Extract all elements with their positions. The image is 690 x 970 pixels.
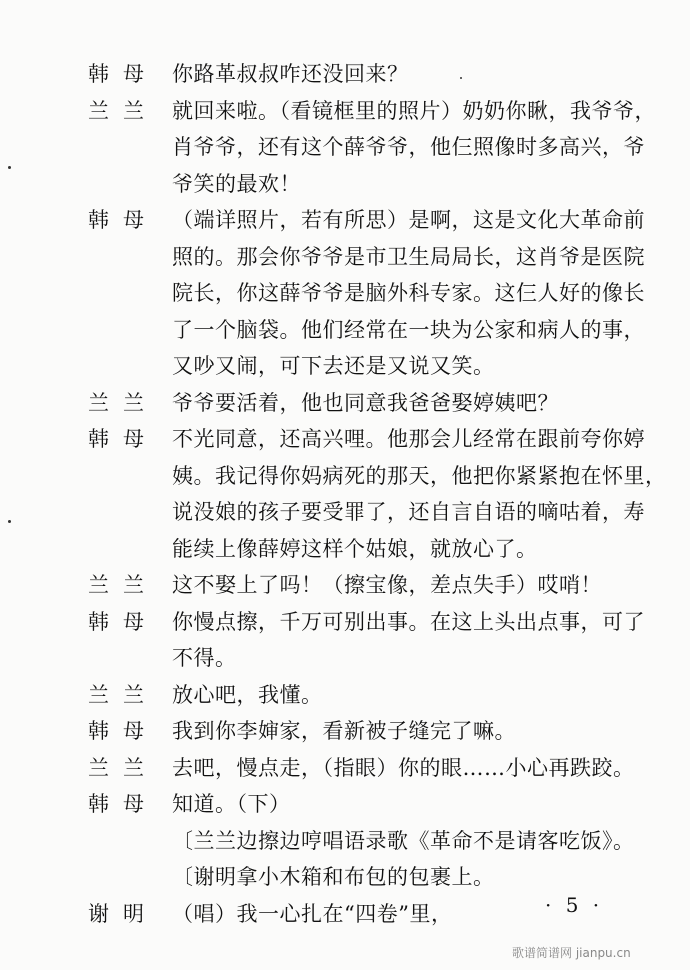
dialogue-text: 了一个脑袋。他们经常在一块为公家和病人的事， xyxy=(172,317,645,342)
dialogue-line xyxy=(0,458,690,495)
speaker-name: 兰兰 xyxy=(88,755,158,780)
dialogue-text: 知道。（下） xyxy=(172,792,291,816)
speaker-name: 韩母 xyxy=(88,719,158,743)
page-number: · 5 · xyxy=(545,893,604,917)
dialogue-line xyxy=(0,567,690,604)
dialogue-line xyxy=(0,93,690,130)
dialogue-text: 不光同意，还高兴哩。他那会儿经常在跟前夸你婷 xyxy=(172,427,645,451)
stage-direction-line xyxy=(0,859,690,896)
dialogue-line xyxy=(0,166,690,203)
dialogue-line xyxy=(0,275,690,312)
dialogue-text: 不得。 xyxy=(172,646,237,670)
speaker-name: 韩母 xyxy=(88,208,158,232)
dialogue-text: 去吧，慢点走，（指眼）你的眼……小心再跌跤。 xyxy=(172,755,635,780)
dialogue-text: 能续上像薛婷这样个姑娘，就放心了。 xyxy=(172,536,538,561)
speaker-name: 韩母 xyxy=(88,792,158,816)
dialogue-line xyxy=(0,640,690,677)
speaker-name: 兰兰 xyxy=(88,98,158,123)
watermark: 歌谱简谱网 jianpu.cn xyxy=(512,946,631,960)
dialogue-text: 我到你李婶家，看新被子缝完了嘛。 xyxy=(172,719,516,743)
speaker-name: 兰兰 xyxy=(88,682,158,707)
stage-direction-text: 〔谢明拿小木箱和布包的包裹上。 xyxy=(172,865,495,889)
dialogue-text: 照的。那会你爷爷是市卫生局局长，这肖爷是医院 xyxy=(172,244,645,269)
script-body xyxy=(0,56,690,932)
dialogue-line xyxy=(0,750,690,787)
dialogue-text: 爷笑的最欢！ xyxy=(172,171,301,196)
dialogue-text: （唱）我一心扎在“四卷”里， xyxy=(172,901,453,926)
dialogue-text: 姨。我记得你妈病死的那天，他把你紧紧抱在怀里， xyxy=(172,463,667,488)
speaker-name: 谢明 xyxy=(88,901,158,926)
dialogue-line xyxy=(0,604,690,641)
stage-direction-text: 〔兰兰边擦边哼唱语录歌《革命不是请客吃饭》。 xyxy=(172,828,635,853)
dialogue-line xyxy=(0,239,690,276)
dialogue-line xyxy=(0,494,690,531)
dialogue-text: （端详照片，若有所思）是啊，这是文化大革命前 xyxy=(172,208,645,232)
stage-direction-line xyxy=(0,823,690,860)
dialogue-line xyxy=(0,531,690,568)
speaker-name: 兰兰 xyxy=(88,390,158,415)
dialogue-text: 院长，你这薛爷爷是脑外科专家。这仨人好的像长 xyxy=(172,281,645,305)
dialogue-text: 就回来啦。（看镜框里的照片）奶奶你瞅，我爷爷， xyxy=(172,98,656,123)
dialogue-text: 这不娶上了吗！（擦宝像，差点失手）哎哨！ xyxy=(172,573,602,597)
dialogue-line xyxy=(0,385,690,422)
dialogue-line xyxy=(0,56,690,93)
dialogue-line xyxy=(0,421,690,458)
dialogue-text: 爷爷要活着，他也同意我爸爸娶婷姨吧？ xyxy=(172,390,559,415)
dialogue-line xyxy=(0,129,690,166)
dialogue-line xyxy=(0,312,690,349)
speaker-name: 韩母 xyxy=(88,609,158,634)
dialogue-line xyxy=(0,348,690,385)
dialogue-text: 你慢点擦，千万可别出事。在这上头出点事，可了 xyxy=(172,609,645,634)
dialogue-text: 又吵又闹，可下去还是又说又笑。 xyxy=(172,354,495,378)
dialogue-line xyxy=(0,713,690,750)
dialogue-line xyxy=(0,202,690,239)
speaker-name: 兰兰 xyxy=(88,573,158,597)
dialogue-text: 肖爷爷，还有这个薛爷爷，他仨照像时多高兴，爷 xyxy=(172,135,645,159)
dialogue-line xyxy=(0,786,690,823)
speaker-name: 韩母 xyxy=(88,427,158,451)
speaker-name: 韩母 xyxy=(88,62,158,86)
dialogue-text: 放心吧，我懂。 xyxy=(172,682,323,707)
dialogue-text: 你路革叔叔咋还没回来？ xyxy=(172,62,409,86)
dialogue-line xyxy=(0,677,690,714)
dialogue-text: 说没娘的孩子要受罪了，还自言自语的嘀咕着，寿 xyxy=(172,500,645,524)
